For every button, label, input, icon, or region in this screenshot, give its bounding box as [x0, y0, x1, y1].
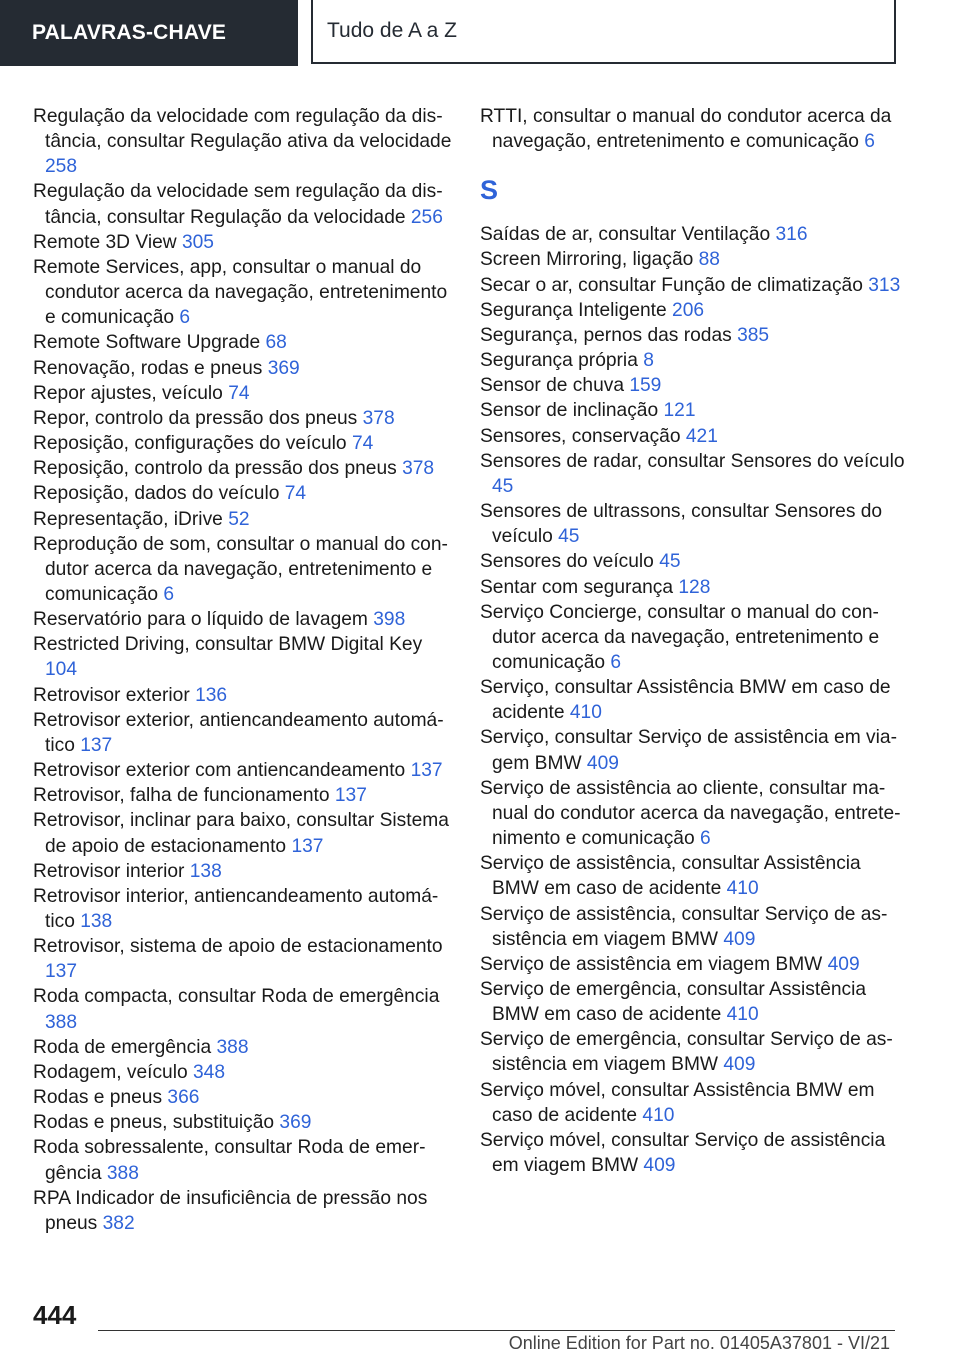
index-entry: [33, 632, 453, 682]
page-reference-link[interactable]: 74: [228, 382, 250, 404]
index-entry: [33, 179, 453, 229]
index-entry-text: Repor, controlo da pressão dos pneus: [33, 407, 358, 429]
index-entry: [480, 1027, 905, 1077]
index-entry-text: Rodagem, veículo: [33, 1061, 188, 1083]
index-entry: [33, 758, 453, 783]
page-reference-link[interactable]: 382: [102, 1212, 135, 1234]
index-entry-text: Sentar com segurança: [480, 576, 674, 598]
index-entry-text: Retrovisor exterior, antiencandeamento automático: [33, 709, 444, 756]
index-entry: [33, 607, 453, 632]
index-entry: [33, 934, 453, 984]
page-reference-link[interactable]: 45: [492, 475, 514, 497]
index-entry-text: Serviço de assistência, consultar Assistência BMW em caso de acidente: [480, 853, 861, 900]
page-reference-link[interactable]: 305: [181, 231, 214, 253]
page-reference-link[interactable]: 348: [193, 1061, 226, 1083]
index-entry-text: Retrovisor interior, antiencandeamento automático: [33, 885, 439, 932]
index-entry: [480, 323, 905, 348]
page-reference-link[interactable]: 6: [700, 828, 711, 850]
footer-divider: [98, 1330, 895, 1331]
page-reference-link[interactable]: 137: [410, 760, 443, 782]
index-entry-text: Roda compacta, consultar Roda de emergência: [33, 986, 440, 1008]
index-entry-text: Serviço móvel, consultar Serviço de assistência em viagem BMW: [480, 1129, 886, 1177]
page-reference-link[interactable]: 121: [663, 400, 696, 422]
index-entry-text: Remote Software Upgrade: [33, 332, 261, 354]
index-entry: [33, 406, 453, 431]
index-entry: [480, 902, 905, 952]
index-entry-text: Serviço de assistência em viagem BMW: [480, 953, 823, 975]
index-entry: [480, 575, 905, 600]
page-reference-link[interactable]: 313: [868, 274, 901, 296]
index-column-left: [33, 104, 453, 1236]
index-entry-text: Regulação da velocidade sem regulação da distância, consultar Regulação da velocidade: [33, 181, 443, 228]
index-entry-text: Roda de emergência: [33, 1036, 212, 1058]
index-entry-text: Reposição, controlo da pressão dos pneus: [33, 458, 397, 480]
index-entry: [33, 808, 453, 858]
page-header: [0, 0, 960, 66]
index-entry-text: Retrovisor, inclinar para baixo, consultar Sistema de apoio de estacionamento: [33, 810, 449, 857]
page-reference-link[interactable]: 410: [726, 1004, 759, 1026]
index-entry: [33, 481, 453, 506]
index-entry: [480, 104, 905, 154]
index-entry: [33, 507, 453, 532]
index-entry-text: Restricted Driving, consultar BMW Digital Key: [33, 634, 423, 656]
index-entry: [33, 104, 453, 179]
page-reference-link[interactable]: 409: [586, 752, 619, 774]
page-reference-link[interactable]: 74: [351, 433, 374, 455]
index-entry: [480, 725, 905, 775]
index-entry-text: Serviço de assistência ao cliente, consultar manual do condutor acerca da navegação, entretenimento e comunicação: [480, 777, 901, 850]
index-entry-text: Sensores, conservação: [480, 425, 681, 447]
index-entry-text: Retrovisor, sistema de apoio de estacionamento: [33, 936, 443, 958]
index-entry-text: Sensor de chuva: [480, 375, 624, 397]
index-entry-text: Remote Services, app, consultar o manual do condutor acerca da navegação, entretenimento e comunicação: [33, 256, 448, 329]
subsection-tab-label: Tudo de A a Z: [327, 19, 457, 42]
index-entry: [480, 449, 905, 499]
index-entry-text: Serviço, consultar Assistência BMW em caso de acidente: [480, 677, 891, 724]
page-reference-link[interactable]: 137: [291, 835, 324, 857]
index-entry-text: Serviço Concierge, consultar o manual do condutor acerca da navegação, entretenimento e comunicação: [480, 601, 880, 673]
section-tab: [0, 0, 298, 66]
page-reference-link[interactable]: 409: [723, 928, 756, 950]
index-entry: [480, 424, 905, 449]
index-entry-text: Sensor de inclinação: [480, 400, 659, 422]
index-entry-text: Renovação, rodas e pneus: [33, 357, 263, 379]
page-reference-link[interactable]: 388: [216, 1036, 249, 1058]
index-entry: [480, 776, 905, 851]
page-reference-link[interactable]: 388: [106, 1162, 139, 1184]
index-entry-text: Serviço de assistência, consultar Serviço de assistência em viagem BMW: [480, 903, 888, 950]
page-reference-link[interactable]: 256: [410, 206, 443, 228]
page-reference-link[interactable]: 45: [659, 551, 681, 573]
index-entry-text: Reposição, configurações do veículo: [33, 433, 347, 455]
index-entry-text: Segurança, pernos das rodas: [480, 324, 732, 346]
index-entry-text: Serviço, consultar Serviço de assistência em viagem BMW: [480, 727, 897, 774]
page-reference-link[interactable]: 410: [642, 1104, 675, 1126]
index-entry: [480, 851, 905, 901]
index-entry: [33, 984, 453, 1034]
index-entry-text: Repor ajustes, veículo: [33, 382, 223, 404]
page-reference-link[interactable]: 409: [827, 953, 860, 975]
subsection-tab: [311, 0, 896, 64]
index-entry: [33, 431, 453, 456]
index-entry: [33, 356, 453, 381]
page-reference-link[interactable]: 409: [643, 1155, 676, 1177]
index-group-s: [480, 222, 905, 1178]
index-entry: [33, 255, 453, 330]
index-entry-text: RTTI, consultar o manual do condutor acerca da navegação, entretenimento e comunicação: [480, 106, 892, 153]
index-entry: [480, 398, 905, 423]
page-reference-link[interactable]: 6: [179, 307, 191, 329]
index-group-r: [480, 104, 905, 154]
index-entry: [33, 532, 453, 607]
page-reference-link[interactable]: 316: [775, 224, 808, 246]
section-letter-heading: S: [480, 175, 499, 206]
index-entry-text: Regulação da velocidade com regulação da distância, consultar Regulação ativa da velocidade: [33, 106, 452, 153]
index-entry: [480, 373, 905, 398]
page-reference-link[interactable]: 6: [163, 583, 175, 605]
page-number: 444: [33, 1300, 77, 1330]
index-entry-text: Roda sobressalente, consultar Roda de emergência: [33, 1137, 426, 1184]
index-entry: [480, 1078, 905, 1128]
index-entry: [33, 456, 453, 481]
index-entry-text: Sensores de ultrassons, consultar Sensores do veículo: [480, 501, 883, 548]
index-entry: [33, 884, 453, 934]
index-entry: [480, 222, 905, 247]
page-reference-link[interactable]: 104: [45, 659, 78, 681]
page-reference-link[interactable]: 378: [362, 407, 395, 429]
index-entry-text: Serviço de emergência, consultar Serviço de assistência em viagem BMW: [480, 1029, 893, 1076]
index-entry-text: Rodas e pneus, substituição: [33, 1112, 275, 1134]
index-entry: [33, 1110, 453, 1135]
index-entry-text: Retrovisor interior: [33, 860, 185, 882]
index-entry: [480, 273, 905, 298]
page-reference-link[interactable]: 410: [726, 878, 759, 900]
page-reference-link[interactable]: 136: [195, 684, 228, 706]
index-entry-text: Segurança própria: [480, 350, 638, 372]
index-entry: [480, 348, 905, 373]
index-entry-text: Retrovisor exterior com antiencandeamento: [33, 760, 406, 782]
index-entry-text: Representação, iDrive: [33, 508, 223, 530]
index-entry: [480, 977, 905, 1027]
index-entry-text: Retrovisor exterior: [33, 684, 190, 706]
index-entry-text: Serviço de emergência, consultar Assistência BMW em caso de acidente: [480, 979, 867, 1026]
page-reference-link[interactable]: 388: [45, 1011, 78, 1033]
page-reference-link[interactable]: 6: [610, 651, 622, 673]
page-reference-link[interactable]: 68: [265, 332, 287, 354]
index-entry-text: Screen Mirroring, ligação: [480, 249, 694, 271]
page-reference-link[interactable]: 369: [279, 1112, 312, 1134]
index-entry-text: Segurança Inteligente: [480, 299, 667, 321]
index-entry: [33, 1060, 453, 1085]
index-entry-text: Secar o ar, consultar Função de climatização: [480, 274, 863, 296]
section-tab-label: PALAVRAS-CHAVE: [32, 21, 227, 44]
page-reference-link[interactable]: 45: [558, 526, 580, 548]
index-entry: [33, 683, 453, 708]
index-entry: [480, 499, 905, 549]
index-entry-text: Sensores do veículo: [480, 551, 654, 573]
index-entry: [33, 381, 453, 406]
index-entry: [33, 1186, 453, 1236]
index-column-right: [480, 104, 905, 1178]
index-entry: [33, 783, 453, 808]
index-entry-text: RPA Indicador de insuficiência de pressão nos pneus: [33, 1187, 428, 1234]
index-entry: [480, 298, 905, 323]
page-reference-link[interactable]: 74: [284, 483, 307, 505]
page-reference-link[interactable]: 8: [643, 350, 654, 372]
index-entry: [480, 952, 905, 977]
page-reference-link[interactable]: 159: [629, 375, 662, 397]
page-reference-link[interactable]: 410: [569, 702, 602, 724]
page-reference-link[interactable]: 421: [685, 425, 718, 447]
index-entry: [33, 230, 453, 255]
index-entry-text: Remote 3D View: [33, 231, 177, 253]
index-entry: [33, 708, 453, 758]
page-reference-link[interactable]: 137: [45, 961, 78, 983]
index-entry-text: Serviço móvel, consultar Assistência BMW em caso de acidente: [480, 1079, 875, 1126]
edition-footer: Online Edition for Part no. 01405A37801 - VI/21: [508, 1333, 890, 1353]
page-reference-link[interactable]: 128: [678, 576, 711, 598]
page-reference-link[interactable]: 52: [228, 508, 250, 530]
page-reference-link[interactable]: 378: [402, 458, 435, 480]
index-entry: [480, 1128, 905, 1178]
index-entry-text: Retrovisor, falha de funcionamento: [33, 785, 330, 807]
page-reference-link[interactable]: 369: [267, 357, 300, 379]
index-entry-text: Rodas e pneus: [33, 1087, 163, 1109]
index-entry: [33, 1035, 453, 1060]
page-reference-link[interactable]: 206: [672, 299, 705, 321]
index-entry: [480, 675, 905, 725]
index-entry: [33, 1135, 453, 1185]
index-entry: [33, 859, 453, 884]
page-reference-link[interactable]: 398: [373, 609, 406, 631]
page-reference-link[interactable]: 137: [80, 734, 113, 756]
index-entry: [480, 247, 905, 272]
index-entry-text: Reposição, dados do veículo: [33, 483, 280, 505]
index-entry-text: Sensores de radar, consultar Sensores do veículo: [480, 450, 905, 472]
page-reference-link[interactable]: 258: [45, 156, 78, 178]
page-reference-link[interactable]: 138: [189, 860, 222, 882]
index-entry: [33, 1085, 453, 1110]
index-entry-text: Reprodução de som, consultar o manual do condutor acerca da navegação, entretenimento e comunicação: [33, 533, 448, 605]
page-reference-link[interactable]: 366: [167, 1087, 200, 1109]
index-entry-text: Reservatório para o líquido de lavagem: [33, 609, 368, 631]
index-entry: [480, 600, 905, 675]
page-reference-link[interactable]: 88: [698, 249, 720, 271]
index-entry: [33, 330, 453, 355]
page-reference-link[interactable]: 385: [737, 324, 770, 346]
page-reference-link[interactable]: 138: [80, 911, 113, 932]
index-entry-text: Saídas de ar, consultar Ventilação: [480, 224, 771, 246]
page-reference-link[interactable]: 409: [723, 1054, 756, 1076]
page-reference-link[interactable]: 6: [864, 131, 875, 153]
page-reference-link[interactable]: 137: [334, 785, 367, 807]
index-entry: [480, 549, 905, 574]
